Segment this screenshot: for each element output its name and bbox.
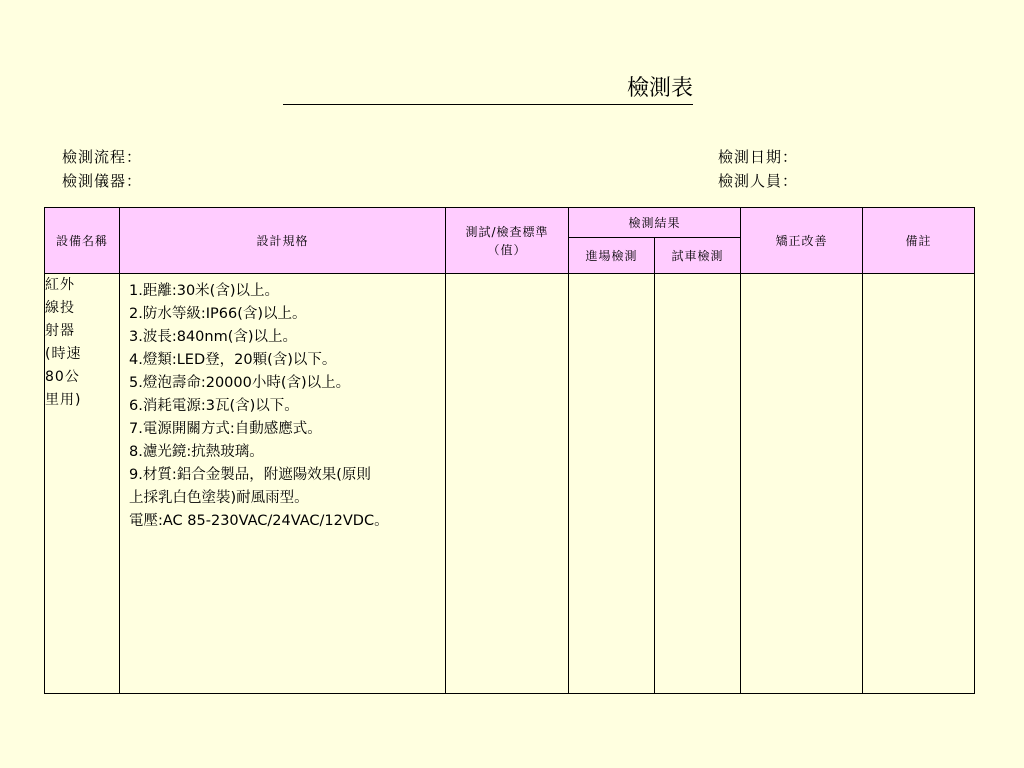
entry-inspection-cell[interactable] bbox=[569, 274, 655, 694]
inspection-table bbox=[44, 207, 975, 694]
spec-item: 5.燈泡壽命:20000小時(含)以上。 bbox=[129, 375, 351, 391]
spec-item: 電壓:AC 85-230VAC/24VAC/12VDC。 bbox=[129, 513, 389, 529]
remarks-cell[interactable] bbox=[863, 274, 975, 694]
spec-list bbox=[120, 274, 445, 533]
spec-item: 3.波長:840nm(含)以上。 bbox=[129, 329, 298, 345]
spec-item: 1.距離:30米(含)以上。 bbox=[129, 283, 279, 299]
spec-item: 8.濾光鏡:抗熱玻璃。 bbox=[129, 444, 264, 460]
inspection-instrument-label: 檢測儀器： bbox=[62, 172, 143, 190]
spec-item: 9.材質:鋁合金製品，附遮陽效果(原則 上採乳白色塗裝)耐風雨型。 bbox=[129, 467, 371, 506]
meta-right bbox=[718, 145, 798, 193]
inspection-process-label: 檢測流程： bbox=[62, 148, 143, 166]
table-row bbox=[45, 274, 975, 694]
header-correction: 矯正改善 bbox=[741, 208, 863, 274]
equipment-name-cell: 紅外 線投 射器 (時速 80公 里用) bbox=[45, 274, 120, 694]
meta-left bbox=[62, 145, 142, 193]
correction-cell[interactable] bbox=[741, 274, 863, 694]
header-remarks: 備註 bbox=[863, 208, 975, 274]
spec-item: 2.防水等級:IP66(含)以上。 bbox=[129, 306, 307, 322]
trial-run-inspection-cell[interactable] bbox=[655, 274, 741, 694]
spec-item: 4.燈類:LED登，20顆(含)以下。 bbox=[129, 352, 337, 368]
test-standard-cell[interactable] bbox=[446, 274, 569, 694]
inspection-date-label: 檢測日期： bbox=[718, 148, 799, 166]
header-inspection-result: 檢測結果 bbox=[569, 208, 741, 238]
inspector-label: 檢測人員： bbox=[718, 172, 799, 190]
header-trial-run-inspection: 試車檢測 bbox=[655, 238, 741, 274]
header-test-standard: 測試/檢查標準（值） bbox=[446, 208, 569, 274]
spec-item: 6.消耗電源:3瓦(含)以下。 bbox=[129, 398, 299, 414]
spec-item: 7.電源開關方式:自動感應式。 bbox=[129, 421, 322, 437]
title-underline bbox=[283, 74, 693, 105]
header-design-spec: 設計規格 bbox=[120, 208, 446, 274]
header-entry-inspection: 進場檢測 bbox=[569, 238, 655, 274]
header-equipment-name: 設備名稱 bbox=[45, 208, 120, 274]
page-title: 檢測表 bbox=[626, 76, 693, 101]
spec-cell bbox=[120, 274, 446, 694]
